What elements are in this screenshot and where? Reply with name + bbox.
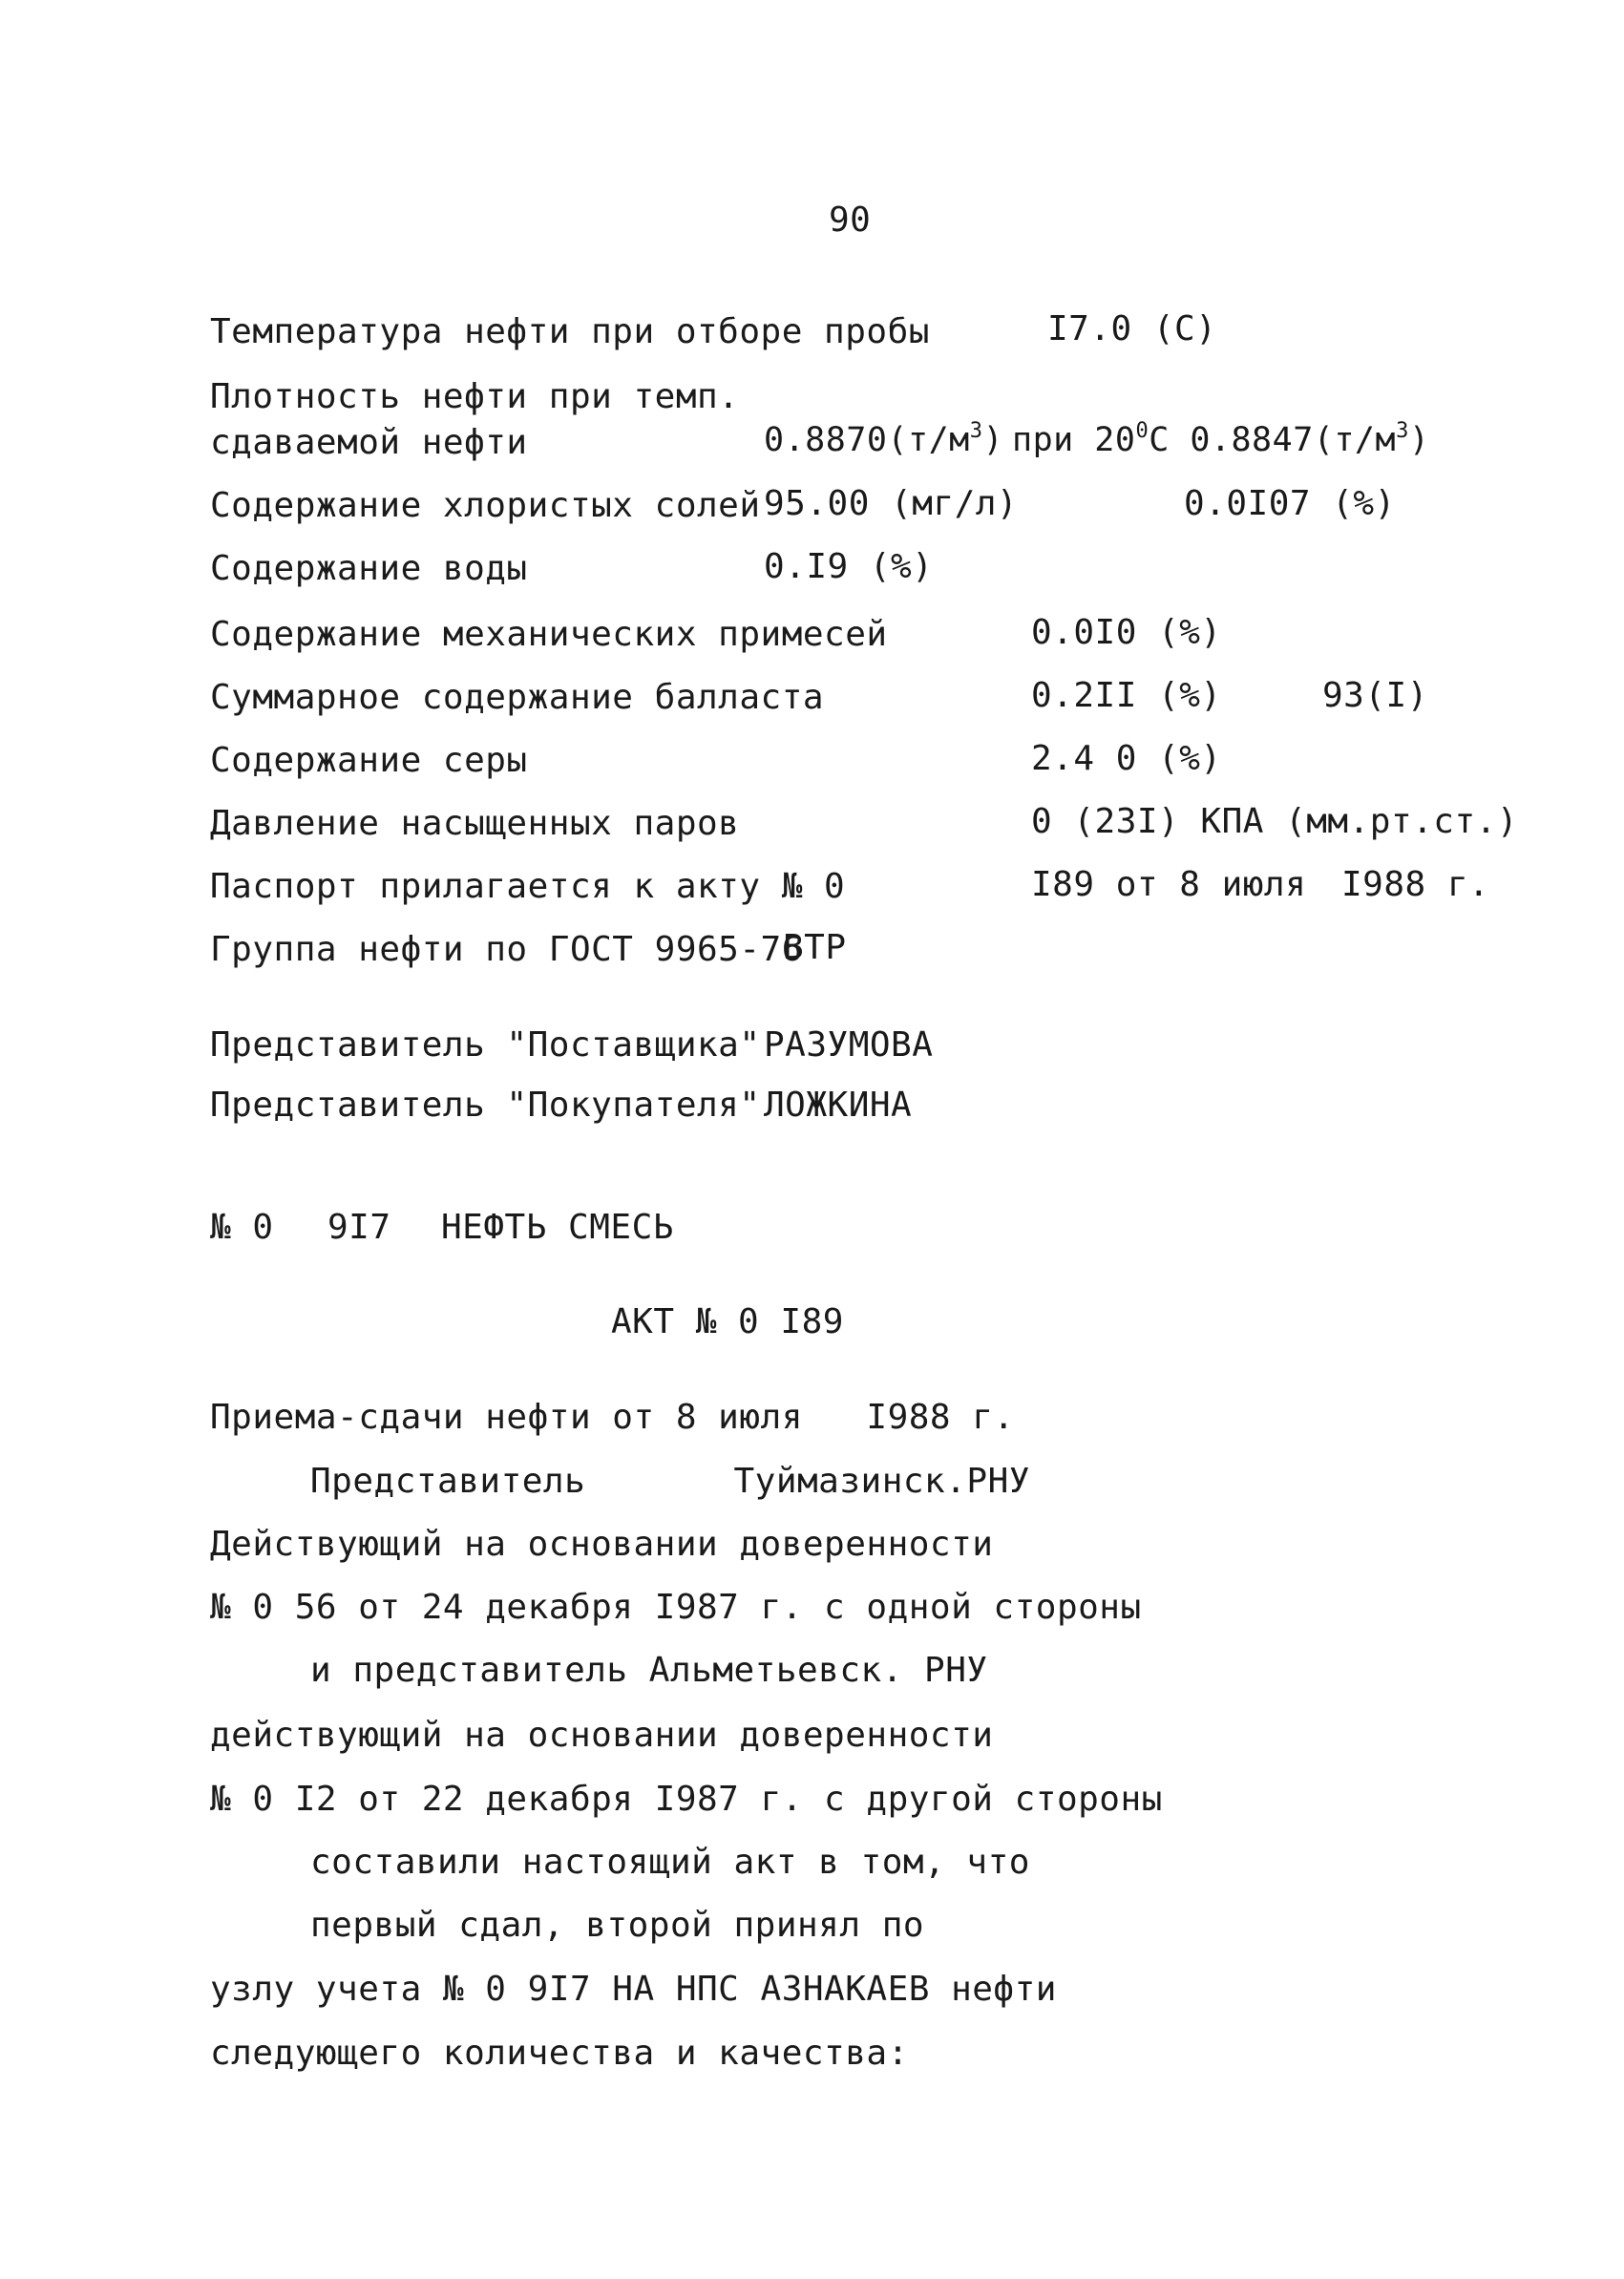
property-label-mechanical-impurities: Содержание механических примесей	[210, 615, 888, 654]
act-line: Представитель Туймазинск.РНУ	[310, 1462, 1030, 1501]
property-value-passport-year: I988 г.	[1341, 865, 1490, 904]
representative-buyer-label: Представитель "Покупателя"	[210, 1086, 761, 1125]
act-title: АКТ № 0 I89	[611, 1302, 844, 1341]
property-value-passport: I89 от 8 июля	[1031, 865, 1307, 904]
representative-supplier-name: РАЗУМОВА	[764, 1025, 934, 1065]
property-label-ballast: Суммарное содержание балласта	[210, 678, 825, 717]
product-code: 9I7	[327, 1208, 391, 1247]
property-label-chloride-salts: Содержание хлористых солей	[210, 486, 761, 525]
property-value-density: $0.8870(т/м^3)$	[764, 419, 1004, 459]
property-value-mechanical-impurities: 0.0I0 (%)	[1031, 613, 1222, 652]
act-line: № 0 56 от 24 декабря I987 г. с одной стороны	[210, 1588, 1142, 1627]
act-line: составили настоящий акт в том, что	[310, 1843, 1030, 1882]
property-value-ballast: 0.2II (%)	[1031, 676, 1222, 715]
representative-supplier-label: Представитель "Поставщика"	[210, 1025, 761, 1065]
property-value-temperature: I7.0 (С)	[1047, 309, 1217, 348]
property-value-density-20c: при $20^0С$ $0.8847(т/м^3)$	[1012, 419, 1430, 459]
product-number: № 0	[210, 1208, 274, 1247]
property-value-chloride-salts-pct: 0.0I07 (%)	[1184, 484, 1396, 523]
act-line: и представитель Альметьевск. РНУ	[310, 1651, 988, 1690]
representative-buyer-name: ЛОЖКИНА	[764, 1086, 913, 1125]
property-label-vapor-pressure: Давление насыщенных паров	[210, 804, 740, 843]
property-label-density: сдаваемой нефти	[210, 423, 528, 462]
property-label-water: Содержание воды	[210, 549, 528, 588]
property-value-water: 0.I9 (%)	[764, 547, 934, 586]
act-line: узлу учета № 0 9I7 НА НПС АЗНАКАЕВ нефти	[210, 1970, 1057, 2009]
property-label-passport: Паспорт прилагается к акту № 0	[210, 867, 846, 906]
act-line: действующий на основании доверенности	[210, 1716, 994, 1755]
product-name: НЕФТЬ СМЕСЬ	[441, 1208, 674, 1247]
act-line: следующего количества и качества:	[210, 2034, 909, 2073]
property-label-sulfur: Содержание серы	[210, 741, 528, 780]
act-line: Действующий на основании доверенности	[210, 1525, 994, 1564]
property-value-vapor-pressure: 0 (23I) КПА (мм.рт.ст.)	[1031, 802, 1518, 841]
property-value-sulfur: 2.4 0 (%)	[1031, 739, 1222, 778]
page-number: 90	[829, 200, 872, 240]
property-label-density-line1: Плотность нефти при темп.	[210, 377, 740, 416]
act-line: первый сдал, второй принял по	[310, 1906, 925, 1945]
property-label-oil-group: Группа нефти по ГОСТ 9965-76	[210, 930, 803, 969]
act-line: Приема-сдачи нефти от 8 июля I988 г.	[210, 1398, 1015, 1437]
property-value-oil-group: ВТР	[783, 928, 847, 967]
property-label-temperature: Температура нефти при отборе пробы	[210, 312, 930, 351]
act-line: № 0 I2 от 22 декабря I987 г. с другой стороны	[210, 1780, 1163, 1819]
property-value-chloride-salts: 95.00 (мг/л)	[764, 484, 1019, 523]
property-value-ballast-extra: 93(I)	[1322, 676, 1428, 715]
